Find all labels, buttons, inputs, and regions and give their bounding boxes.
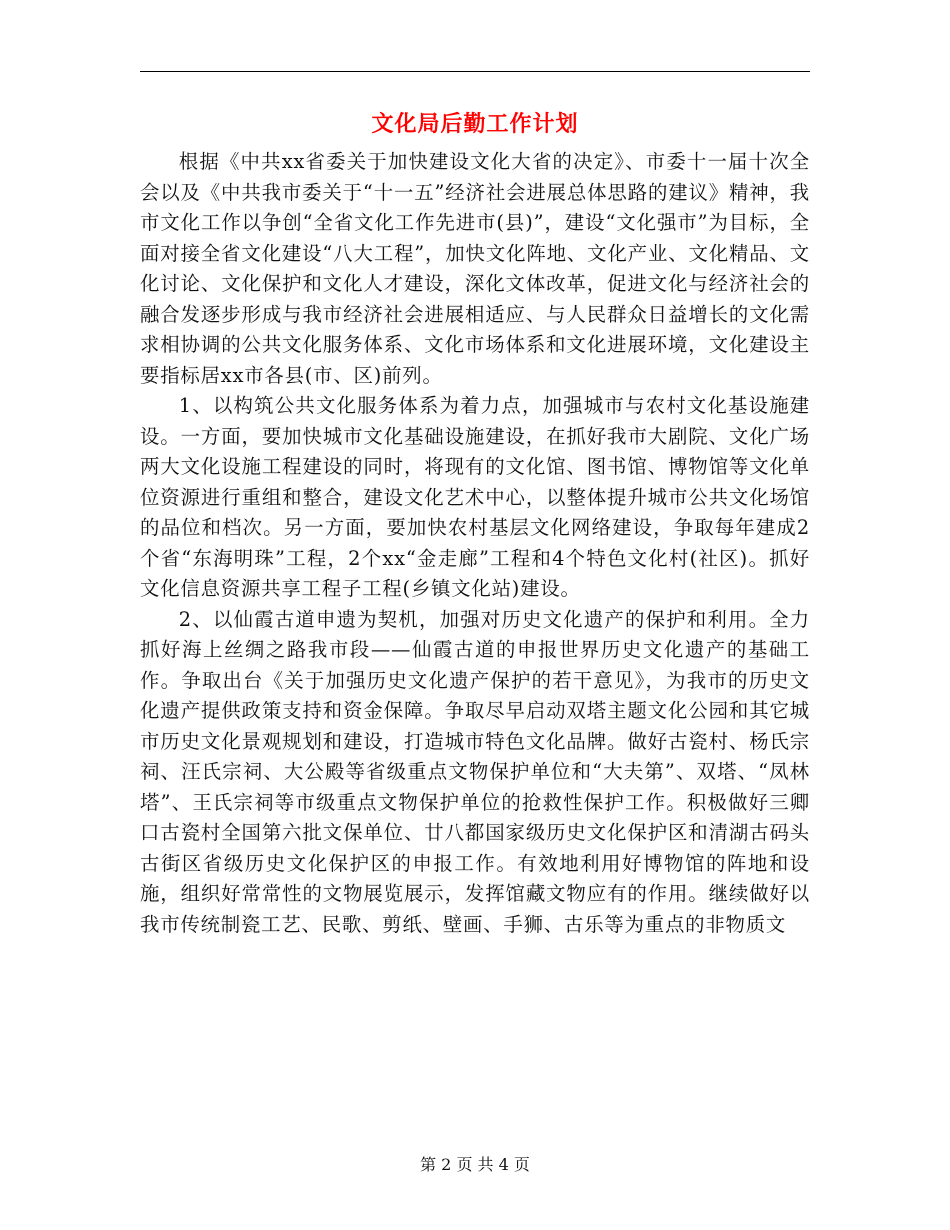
paragraph-item-2: 2、以仙霞古道申遗为契机，加强对历史文化遗产的保护和利用。全力抓好海上丝绸之路我市段——仙霞古道的申报世界历史文化遗产的基础工作。争取出台《关于加强历史文化遗产保护的若干意见》，为我市的历史文化遗产提供政策支持和资金保障。争取尽早启动双塔主题文化公园和其它城市历史文化景观规划和建设，打造城市特色文化品牌。做好古瓷村、杨氏宗祠、汪氏宗祠、大公殿等省级重点文物保护单位和“大夫第”、双塔、“凤林塔”、王氏宗祠等市级重点文物保护单位的抢救性保护工作。积极做好三卿口古瓷村全国第六批文保单位、廿八都国家级历史文化保护区和清湖古码头古街区省级历史文化保护区的申报工作。有效地利用好博物馆的阵地和设施，组织好常常性的文物展览展示，发挥馆藏文物应有的作用。继续做好以我市传统制瓷工艺、民歌、剪纸、壁画、手狮、古乐等为重点的非物质文: [140, 607, 810, 936]
document-body: [140, 147, 810, 940]
paragraph-item-1: 1、以构筑公共文化服务体系为着力点，加强城市与农村文化基设施建设。一方面，要加快城市文化基础设施建设，在抓好我市大剧院、文化广场两大文化设施工程建设的同时，将现有的文化馆、图书馆、博物馆等文化单位资源进行重组和整合，建设文化艺术中心，以整体提升城市公共文化场馆的品位和档次。另一方面，要加快农村基层文化网络建设，争取每年建成2个省“东海明珠”工程，2个xx“金走廊”工程和4个特色文化村(社区)。抓好文化信息资源共享工程子工程(乡镇文化站)建设。: [140, 394, 810, 600]
document-title: 文化局后勤工作计划: [371, 112, 579, 137]
paragraph-intro: 根据《中共xx省委关于加快建设文化大省的决定》、市委十一届十次全会以及《中共我市委关于“十一五”经济社会进展总体思路的建议》精神，我市文化工作以争创“全省文化工作先进市(县)”，建设“文化强市”为目标，全面对接全省文化建设“八大工程”，加快文化阵地、文化产业、文化精品、文化讨论、文化保护和文化人才建设，深化文体改革，促进文化与经济社会的融合发逐步形成与我市经济社会进展相适应、与人民群众日益增长的文化需求相协调的公共文化服务体系、文化市场体系和文化进展环境，文化建设主要指标居xx市各县(市、区)前列。: [140, 150, 810, 387]
header-rule: [140, 71, 810, 72]
page-footer: 第 2 页 共 4 页: [420, 1155, 530, 1174]
